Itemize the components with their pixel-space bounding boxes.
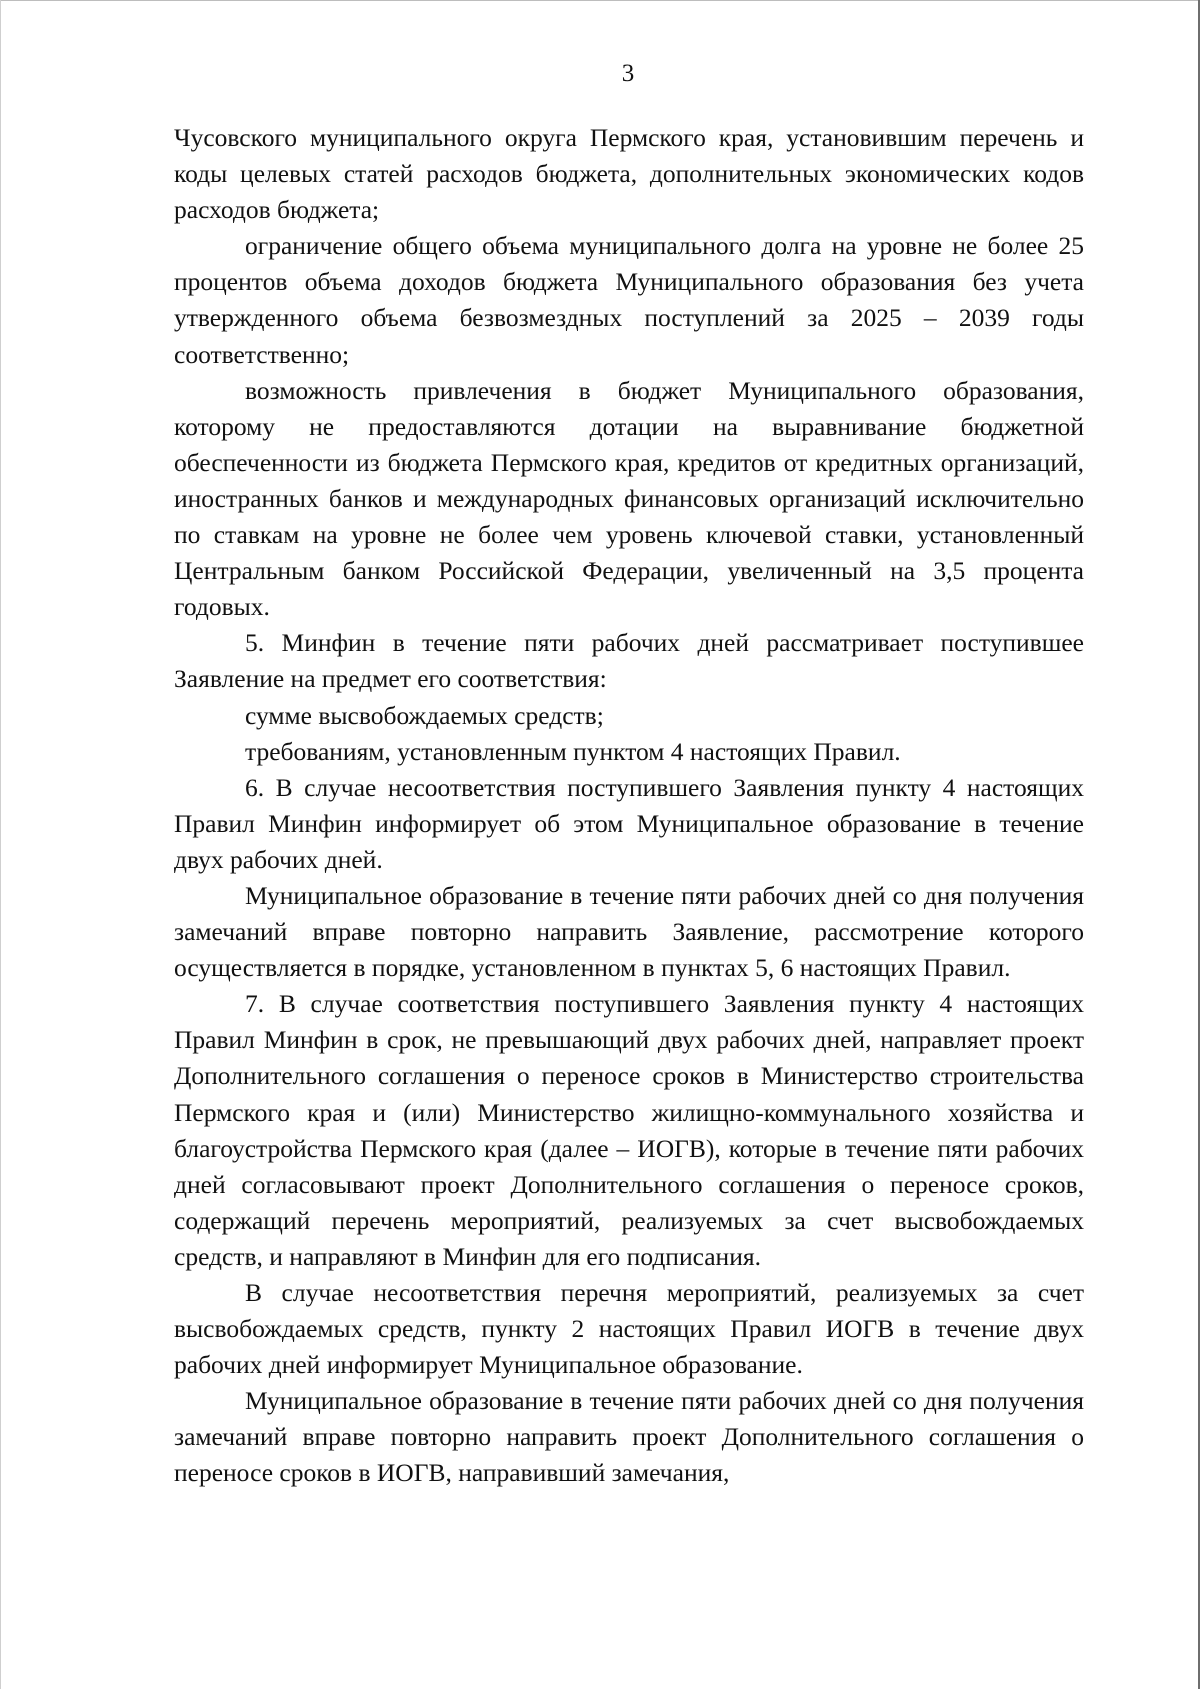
paragraph-item-5-requirements: требованиям, установленным пунктом 4 настоящих Правил. [245,736,901,766]
paragraph-item-7-mismatch: В случае несоответствия перечня мероприятий, реализуемых за счет высвобождаемых средств, пункту 2 настоящих Правил ИОГВ в течение двух рабочих дней информирует Муниципальное образование. [174,1278,1084,1380]
paragraph-debt-limit: ограничение общего объема муниципального долга на уровне не более 25 процентов объема доходов бюджета Муниципального образования без учета утвержденного объема безвозмездных поступлений за 2025 – 2039 годы соответственно; [174,231,1084,369]
page-number: 3 [621,60,635,87]
document-body [174,120,1084,1492]
paragraph-continuation: Чусовского муниципального округа Пермского края, установившим перечень и коды целевых статей расходов бюджета, дополнительных экономических кодов расходов бюджета; [174,123,1084,225]
paragraph-item-7: 7. В случае соответствия поступившего Заявления пункту 4 настоящих Правил Минфин в срок, не превышающий двух рабочих дней, направляет проект Дополнительного соглашения о переносе сроков в Министерство строительства Пермского края и (или) Министерство жилищно-коммунального хозяйства и благоустройства Пермского края (далее – ИОГВ), которые в течение пяти рабочих дней согласовывают проект Дополнительного соглашения о переносе сроков, содержащий перечень мероприятий, реализуемых за счет высвобождаемых средств, и направляют в Минфин для его подписания. [174,989,1084,1271]
paragraph-item-5: 5. Минфин в течение пяти рабочих дней рассматривает поступившее Заявление на предмет его соответствия: [174,628,1084,694]
paragraph-item-6-resubmit: Муниципальное образование в течение пяти рабочих дней со дня получения замечаний вправе повторно направить Заявление, рассмотрение которого осуществляется в порядке, установленном в пунктах 5, 6 настоящих Правил. [174,880,1084,983]
paragraph-credit-possibility: возможность привлечения в бюджет Муниципального образования, которому не предоставляются дотации на выравнивание бюджетной обеспеченности из бюджета Пермского края, кредитов от кредитных организаций, иностранных банков и международных финансовых организаций исключительно по ставкам на уровне не более чем уровень ключевой ставки, установленный Центральным банком Российской Федерации, увеличенный на 3,5 процента годовых. [174,375,1084,622]
paragraph-item-6: 6. В случае несоответствия поступившего Заявления пункту 4 настоящих Правил Минфин информирует об этом Муниципальное образование в течение двух рабочих дней. [174,772,1084,874]
paragraph-item-5-sum: сумме высвобождаемых средств; [245,700,604,730]
paragraph-item-7-resubmit: Муниципальное образование в течение пяти рабочих дней со дня получения замечаний вправе повторно направить проект Дополнительного соглашения о переносе сроков в ИОГВ, направивший замечания, [174,1386,1084,1488]
scan-edge-top [0,0,1200,1]
scan-edge-left [0,0,1,1689]
